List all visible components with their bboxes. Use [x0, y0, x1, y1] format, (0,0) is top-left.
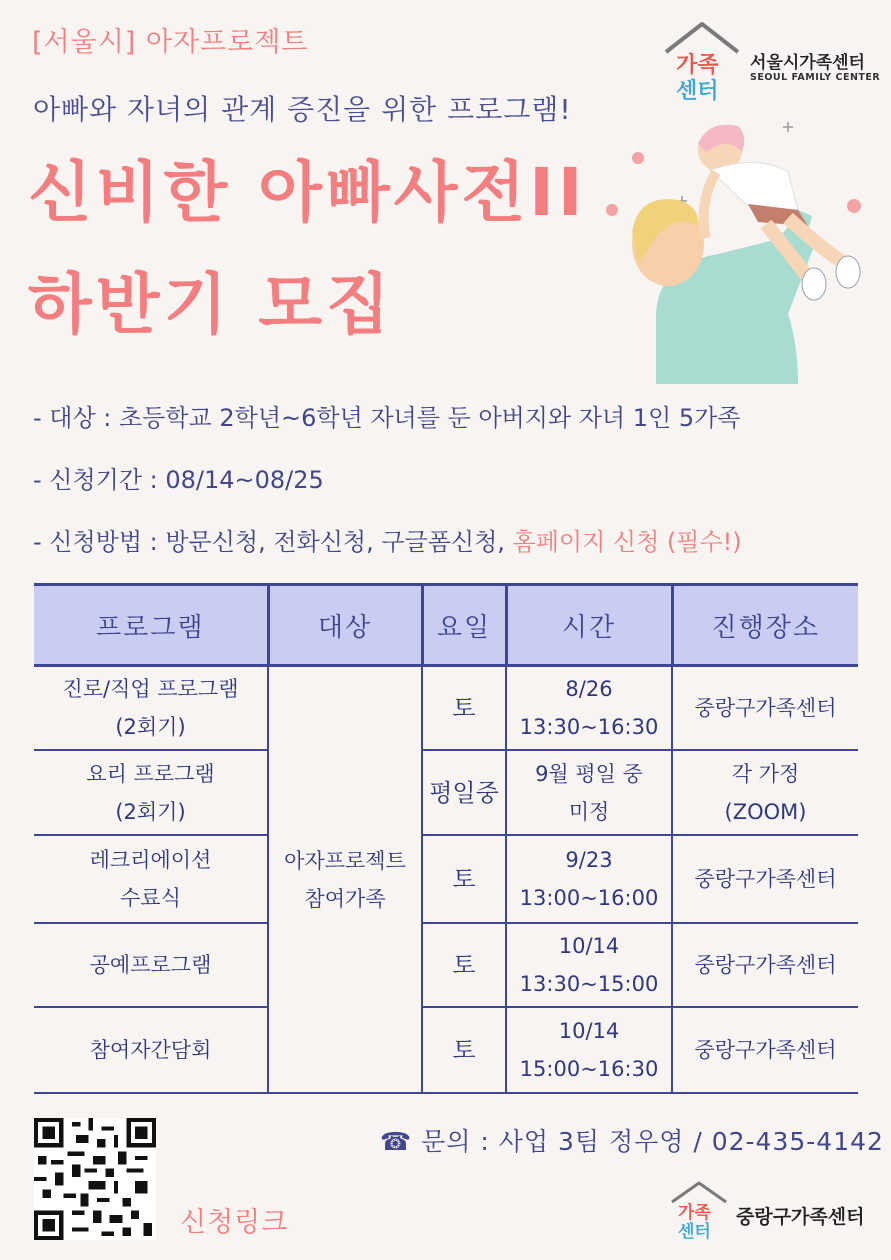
cell-day: 평일중	[422, 750, 506, 835]
cell-day: 토	[422, 923, 506, 1007]
cell-target-merged: 아자프로젝트 참여가족	[268, 666, 422, 1094]
cell-place: 중랑구가족센터	[672, 923, 858, 1007]
cell-time: 9/23 13:00~16:00	[506, 835, 672, 923]
page-title-line-1: 신비한 아빠사전II	[28, 154, 587, 231]
cell-program: 레크리에이션 수료식	[34, 835, 268, 923]
logo-mark-bottom: 센터	[676, 79, 719, 102]
center-name: 중랑구가족센터	[736, 1206, 865, 1228]
house-logo-icon	[668, 1180, 730, 1240]
logo-name-en: SEOUL FAMILY CENTER	[750, 72, 881, 83]
table-row	[34, 750, 858, 835]
header-target: 대상	[268, 585, 422, 666]
table-row	[34, 1007, 858, 1093]
cell-place: 중랑구가족센터	[672, 666, 858, 751]
cell-program: 진로/직업 프로그램 (2회기)	[34, 666, 268, 751]
subtitle: 아빠와 자녀의 관계 증진을 위한 프로그램!	[33, 93, 572, 126]
cell-time: 9월 평일 중 미정	[506, 750, 672, 835]
seoul-family-center-logo	[662, 20, 881, 102]
info-method	[33, 522, 742, 557]
logo-mark-top: 가족	[678, 1203, 711, 1223]
table-row	[34, 666, 858, 751]
logo-mark-bottom: 센터	[678, 1222, 711, 1240]
program-table	[34, 583, 858, 1094]
cell-time: 10/14 13:30~15:00	[506, 923, 672, 1007]
info-target: - 대상 : 초등학교 2학년~6학년 자녀를 둔 아버지와 자녀 1인 5가족	[33, 404, 741, 432]
cell-time: 8/26 13:30~16:30	[506, 666, 672, 751]
cell-place: 중랑구가족센터	[672, 835, 858, 923]
father-child-illustration	[598, 114, 870, 384]
logo-mark-top: 가족	[676, 53, 719, 78]
qr-link-label[interactable]: 신청링크	[180, 1207, 289, 1238]
cell-place: 각 가정 (ZOOM)	[672, 750, 858, 835]
contact-info: ☎ 문의 : 사업 3팀 정우영 / 02-435-4142	[380, 1127, 884, 1156]
cell-day: 토	[422, 835, 506, 923]
info-method-text: - 신청방법 : 방문신청, 전화신청, 구글폼신청,	[33, 528, 513, 556]
info-method-accent: 홈페이지 신청 (필수!)	[512, 528, 742, 556]
cell-program: 참여자간담회	[34, 1007, 268, 1093]
table-header-row	[34, 585, 858, 666]
cell-time: 10/14 15:00~16:30	[506, 1007, 672, 1093]
house-logo-icon	[662, 20, 742, 102]
cell-day: 토	[422, 1007, 506, 1093]
header-place: 진행장소	[672, 585, 858, 666]
cell-program: 요리 프로그램 (2회기)	[34, 750, 268, 835]
header-time: 시간	[506, 585, 672, 666]
header-day: 요일	[422, 585, 506, 666]
jungnang-family-center-logo	[668, 1180, 878, 1240]
table-row	[34, 835, 858, 923]
info-period: - 신청기간 : 08/14~08/25	[33, 466, 324, 494]
header-program: 프로그램	[34, 585, 268, 666]
cell-program: 공예프로그램	[34, 923, 268, 1007]
logo-name: 서울시가족센터	[750, 53, 865, 73]
project-tag: [서울시] 아자프로젝트	[32, 27, 309, 58]
table-row	[34, 923, 858, 1007]
page-title-line-2: 하반기 모집	[28, 266, 394, 343]
cell-place: 중랑구가족센터	[672, 1007, 858, 1093]
cell-day: 토	[422, 666, 506, 751]
qr-code-icon[interactable]	[34, 1118, 156, 1240]
